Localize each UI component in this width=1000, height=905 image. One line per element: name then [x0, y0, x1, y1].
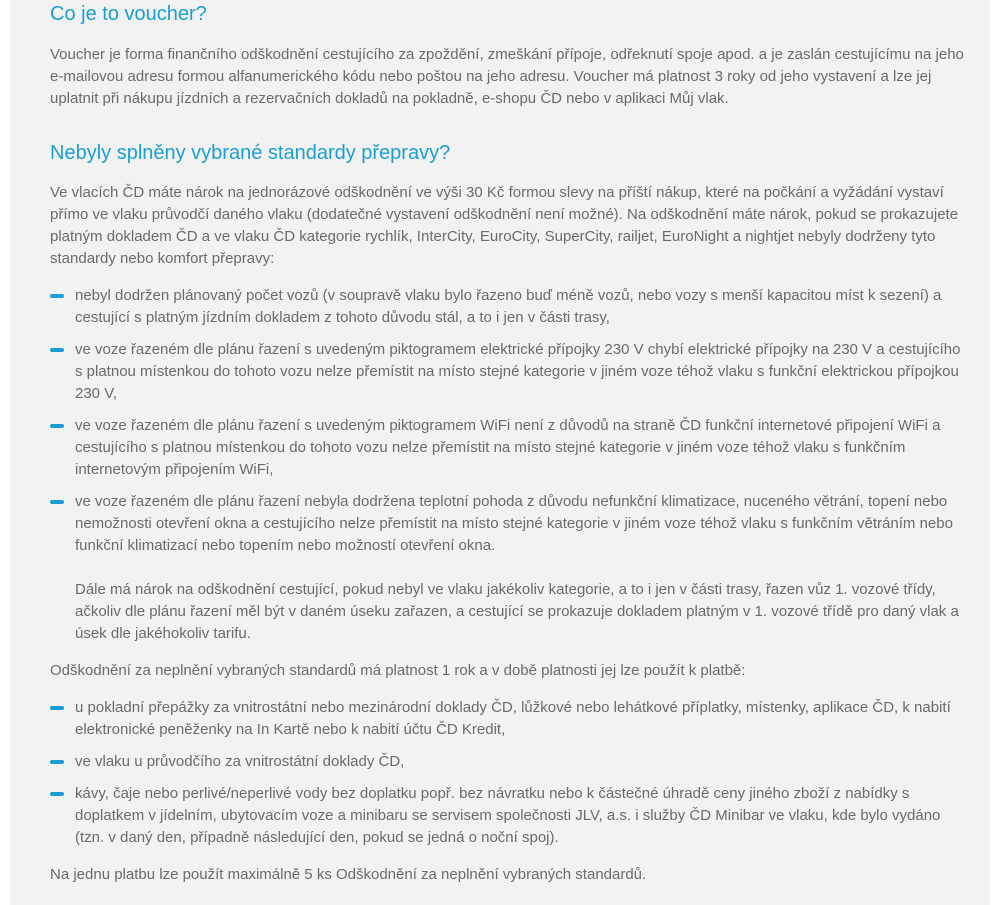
- list-item-text: ve voze řazeném dle plánu řazení s uvedeným piktogramem WiFi není z důvodů na straně ČD funkční internetové připojení WiFi a cestujícího s platnou místenkou do tohoto vozu nelze přemístit na místo stejné kategorie v jiném voze téhož vlaku s funkčním internetovým připojením WiFi,: [75, 417, 941, 478]
- list-item: [50, 415, 970, 481]
- content-panel: [10, 0, 990, 905]
- list-item: [50, 491, 970, 557]
- first-class-note: Dále má nárok na odškodnění cestující, pokud nebyl ve vlaku jakékoliv kategorie, a to i jen v části trasy, řazen vůz 1. vozové třídy, ačkoliv dle plánu řazení měl být v daném úseku zařazen, a cestující se prokazuje dokladem platným v 1. vozové třídě pro daný vlak a úsek dle jakéhokoliv tarifu.: [75, 581, 959, 642]
- payment-limit-text: Na jednu platbu lze použít maximálně 5 ks Odškodnění za neplnění vybraných standardů.: [50, 866, 647, 883]
- list-item: [50, 339, 970, 405]
- list-item: [50, 285, 970, 329]
- validity-text: Odškodnění za neplnění vybraných standardů má platnost 1 rok a v době platnosti jej lze použít k platbě:: [50, 662, 746, 679]
- dash-bullet-icon: [50, 706, 64, 710]
- list-item-text: ve voze řazeném dle plánu řazení nebyla dodržena teplotní pohoda z důvodu nefunkční klimatizace, nuceného větrání, topení nebo nemožnosti otevření okna a cestujícího nelze přemístit na místo stejné kategorie v jiném voze téhož vlaku s funkčním větráním nebo funkční klimatizací nebo topením nebo možností otevření okna.: [75, 493, 953, 554]
- payment-options-list: [50, 697, 970, 849]
- list-item: [50, 697, 970, 741]
- voucher-paragraph: Voucher je forma finančního odškodnění cestujícího za zpoždění, zmeškání přípoje, odřeknutí spoje apod. a je zaslán cestujícímu na jeho e-mailovou adresu formou alfanumerického kódu nebo poštou na jeho adresu. Voucher má platnost 3 roky od jeho vystavení a lze jej uplatnit při nákupu jízdních a rezervačních dokladů na pokladně, e-shopu ČD nebo v aplikaci Můj vlak.: [50, 46, 964, 107]
- standards-list: [50, 285, 970, 557]
- list-item-text: u pokladní přepážky za vnitrostátní nebo mezinárodní doklady ČD, lůžkové nebo lehátkové příplatky, místenky, aplikace ČD, k nabití elektronické peněženky na In Kartě nebo k nabití účtu ČD Kredit,: [75, 699, 951, 738]
- list-item-text: kávy, čaje nebo perlivé/neperlivé vody bez doplatku popř. bez návratku nebo k částečné úhradě ceny jiného zboží z nabídky s doplatkem v jídelním, ubytovacím voze a minibaru se servisem společnosti JLV, a.s. i služby ČD Minibar ve vlaku, kde bylo vydáno (tzn. v daný den, případně následující den, pokud se jedná o noční spoj).: [75, 785, 941, 846]
- dash-bullet-icon: [50, 424, 64, 428]
- list-item-text: nebyl dodržen plánovaný počet vozů (v soupravě vlaku bylo řazeno buď méně vozů, nebo vozy s menší kapacitou míst k sezení) a cestující s platným jízdním dokladem z tohoto důvodu stál, a to i jen v části trasy,: [75, 287, 942, 326]
- dash-bullet-icon: [50, 348, 64, 352]
- dash-bullet-icon: [50, 760, 64, 764]
- standards-heading: Nebyly splněny vybrané standardy přepravy?: [50, 142, 451, 164]
- dash-bullet-icon: [50, 500, 64, 504]
- list-item-text: ve vlaku u průvodčího za vnitrostátní doklady ČD,: [75, 753, 405, 770]
- dash-bullet-icon: [50, 294, 64, 298]
- list-item: [50, 751, 970, 773]
- article: [50, 0, 970, 886]
- list-item: [50, 783, 970, 849]
- dash-bullet-icon: [50, 792, 64, 796]
- standards-intro: Ve vlacích ČD máte nárok na jednorázové odškodnění ve výši 30 Kč formou slevy na příští nákup, které na počkání a vyžádání vystaví přímo ve vlaku průvodčí daného vlaku (dodatečné vystavení odškodnění není možné). Na odškodnění máte nárok, pokud se prokazujete platným dokladem ČD a ve vlaku ČD kategorie rychlík, InterCity, EuroCity, SuperCity, railjet, EuroNight a nightjet nebyly dodrženy tyto standardy nebo komfort přepravy:: [50, 184, 959, 267]
- voucher-heading: Co je to voucher?: [50, 3, 207, 25]
- list-item-text: ve voze řazeném dle plánu řazení s uvedeným piktogramem elektrické přípojky 230 V chybí elektrické přípojky na 230 V a cestujícího s platnou místenkou do tohoto vozu nelze přemístit na místo stejné kategorie v jiném voze téhož vlaku s funkční elektrickou přípojkou 230 V,: [75, 341, 961, 402]
